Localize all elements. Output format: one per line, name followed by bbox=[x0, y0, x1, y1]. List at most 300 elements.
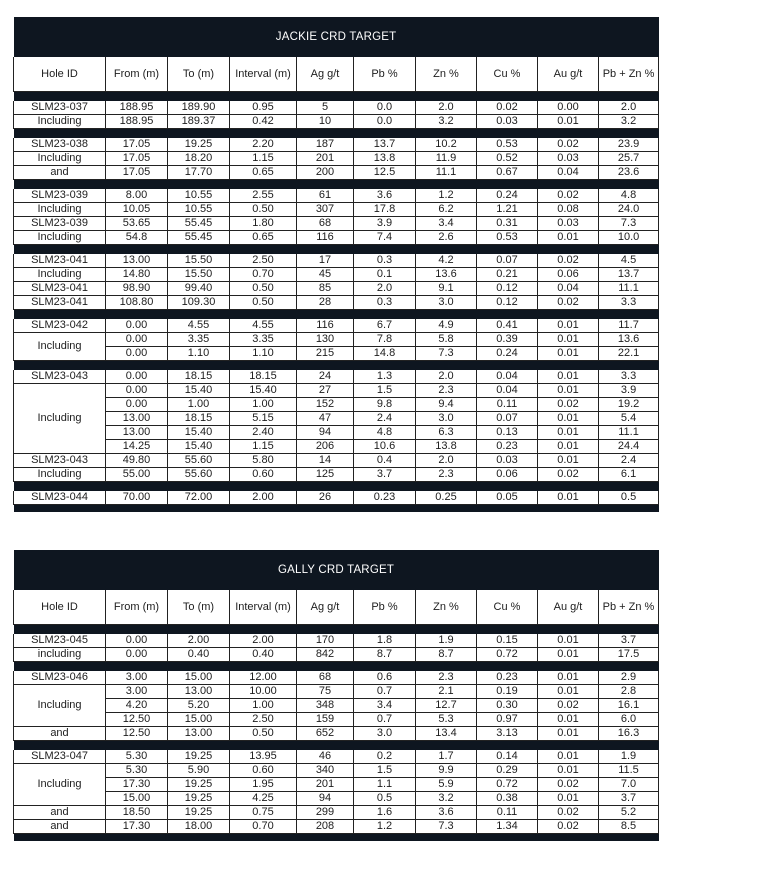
cell-pb-zn: 6.0 bbox=[599, 713, 659, 727]
cell-au: 0.01 bbox=[538, 648, 599, 662]
jackie-table bbox=[13, 17, 659, 512]
cell-from: 10.05 bbox=[106, 203, 168, 217]
cell-au: 0.02 bbox=[538, 398, 599, 412]
gally-table bbox=[13, 550, 659, 841]
group-separator bbox=[14, 129, 659, 139]
table-row bbox=[14, 166, 659, 180]
cell-hole-id: Including bbox=[14, 203, 106, 217]
cell-ag: 24 bbox=[297, 370, 354, 384]
cell-ag: 130 bbox=[297, 333, 354, 347]
table-row bbox=[14, 634, 659, 648]
col-cu: Cu % bbox=[477, 57, 538, 92]
cell-to: 15.50 bbox=[168, 268, 230, 282]
cell-pb: 1.6 bbox=[354, 806, 416, 820]
cell-au: 0.01 bbox=[538, 750, 599, 764]
cell-hole-id: and bbox=[14, 727, 106, 741]
cell-hole-id: SLM23-037 bbox=[14, 101, 106, 115]
cell-from: 5.30 bbox=[106, 750, 168, 764]
cell-from: 70.00 bbox=[106, 491, 168, 505]
cell-cu: 0.72 bbox=[477, 778, 538, 792]
cell-interval: 1.95 bbox=[230, 778, 297, 792]
cell-au: 0.01 bbox=[538, 792, 599, 806]
group-separator bbox=[14, 834, 659, 842]
cell-cu: 0.19 bbox=[477, 685, 538, 699]
cell-zn: 0.25 bbox=[416, 491, 477, 505]
table-row bbox=[14, 764, 659, 778]
cell-to: 15.40 bbox=[168, 384, 230, 398]
table-row bbox=[14, 296, 659, 310]
cell-hole-id: Including bbox=[14, 384, 106, 454]
cell-au: 0.01 bbox=[538, 727, 599, 741]
cell-au: 0.06 bbox=[538, 268, 599, 282]
cell-pb: 10.6 bbox=[354, 440, 416, 454]
cell-pb: 13.7 bbox=[354, 138, 416, 152]
cell-au: 0.03 bbox=[538, 152, 599, 166]
cell-au: 0.03 bbox=[538, 217, 599, 231]
cell-pb-zn: 22.1 bbox=[599, 347, 659, 361]
cell-pb: 4.8 bbox=[354, 426, 416, 440]
table-row bbox=[14, 727, 659, 741]
cell-from: 108.80 bbox=[106, 296, 168, 310]
cell-au: 0.01 bbox=[538, 231, 599, 245]
table-row bbox=[14, 370, 659, 384]
cell-to: 189.37 bbox=[168, 115, 230, 129]
cell-zn: 6.2 bbox=[416, 203, 477, 217]
cell-from: 49.80 bbox=[106, 454, 168, 468]
col-pbzn: Pb + Zn % bbox=[599, 57, 659, 92]
table-row bbox=[14, 778, 659, 792]
cell-pb-zn: 4.5 bbox=[599, 254, 659, 268]
table-row bbox=[14, 384, 659, 398]
cell-hole-id: SLM23-043 bbox=[14, 454, 106, 468]
cell-ag: 116 bbox=[297, 319, 354, 333]
cell-zn: 7.3 bbox=[416, 347, 477, 361]
group-separator bbox=[14, 361, 659, 371]
cell-interval: 3.35 bbox=[230, 333, 297, 347]
cell-cu: 0.03 bbox=[477, 454, 538, 468]
cell-zn: 2.0 bbox=[416, 370, 477, 384]
table-row bbox=[14, 282, 659, 296]
cell-zn: 11.1 bbox=[416, 166, 477, 180]
group-separator bbox=[14, 180, 659, 190]
separator-bar bbox=[14, 129, 659, 139]
table-row bbox=[14, 268, 659, 282]
cell-pb: 1.5 bbox=[354, 764, 416, 778]
cell-interval: 2.00 bbox=[230, 634, 297, 648]
cell-pb-zn: 11.1 bbox=[599, 282, 659, 296]
cell-from: 12.50 bbox=[106, 727, 168, 741]
cell-au: 0.08 bbox=[538, 203, 599, 217]
cell-interval: 18.15 bbox=[230, 370, 297, 384]
table-row bbox=[14, 189, 659, 203]
cell-cu: 0.53 bbox=[477, 138, 538, 152]
cell-pb: 0.7 bbox=[354, 713, 416, 727]
cell-pb-zn: 24.0 bbox=[599, 203, 659, 217]
cell-cu: 0.07 bbox=[477, 254, 538, 268]
cell-pb-zn: 3.9 bbox=[599, 384, 659, 398]
cell-hole-id: SLM23-041 bbox=[14, 254, 106, 268]
cell-cu: 0.53 bbox=[477, 231, 538, 245]
cell-interval: 0.95 bbox=[230, 101, 297, 115]
cell-to: 19.25 bbox=[168, 750, 230, 764]
cell-au: 0.01 bbox=[538, 764, 599, 778]
cell-hole-id: Including bbox=[14, 231, 106, 245]
cell-from: 0.00 bbox=[106, 319, 168, 333]
table-row bbox=[14, 333, 659, 347]
cell-zn: 2.3 bbox=[416, 671, 477, 685]
table-row bbox=[14, 347, 659, 361]
cell-from: 18.50 bbox=[106, 806, 168, 820]
cell-cu: 0.72 bbox=[477, 648, 538, 662]
cell-cu: 0.11 bbox=[477, 398, 538, 412]
cell-pb: 1.8 bbox=[354, 634, 416, 648]
cell-to: 13.00 bbox=[168, 727, 230, 741]
separator-bar bbox=[14, 625, 659, 635]
cell-ag: 17 bbox=[297, 254, 354, 268]
cell-hole-id: SLM23-041 bbox=[14, 282, 106, 296]
cell-ag: 206 bbox=[297, 440, 354, 454]
cell-pb-zn: 3.3 bbox=[599, 296, 659, 310]
cell-pb: 0.7 bbox=[354, 685, 416, 699]
cell-ag: 299 bbox=[297, 806, 354, 820]
table-row bbox=[14, 713, 659, 727]
cell-hole-id: SLM23-039 bbox=[14, 217, 106, 231]
cell-cu: 0.15 bbox=[477, 634, 538, 648]
cell-ag: 45 bbox=[297, 268, 354, 282]
cell-zn: 2.3 bbox=[416, 468, 477, 482]
cell-pb: 1.1 bbox=[354, 778, 416, 792]
cell-pb: 3.9 bbox=[354, 217, 416, 231]
cell-interval: 0.50 bbox=[230, 282, 297, 296]
table-row bbox=[14, 231, 659, 245]
cell-from: 13.00 bbox=[106, 254, 168, 268]
table-row bbox=[14, 750, 659, 764]
cell-hole-id: and bbox=[14, 820, 106, 834]
cell-interval: 2.55 bbox=[230, 189, 297, 203]
cell-pb-zn: 11.1 bbox=[599, 426, 659, 440]
cell-hole-id: Including bbox=[14, 268, 106, 282]
table-row bbox=[14, 820, 659, 834]
cell-zn: 2.6 bbox=[416, 231, 477, 245]
group-separator bbox=[14, 92, 659, 102]
cell-pb-zn: 13.7 bbox=[599, 268, 659, 282]
col-pb: Pb % bbox=[354, 590, 416, 625]
cell-au: 0.01 bbox=[538, 347, 599, 361]
cell-pb: 1.3 bbox=[354, 370, 416, 384]
cell-to: 19.25 bbox=[168, 806, 230, 820]
cell-cu: 0.11 bbox=[477, 806, 538, 820]
cell-from: 12.50 bbox=[106, 713, 168, 727]
cell-pb-zn: 8.5 bbox=[599, 820, 659, 834]
cell-ag: 94 bbox=[297, 792, 354, 806]
cell-interval: 13.95 bbox=[230, 750, 297, 764]
cell-ag: 47 bbox=[297, 412, 354, 426]
cell-ag: 68 bbox=[297, 217, 354, 231]
group-separator bbox=[14, 625, 659, 635]
table-row bbox=[14, 491, 659, 505]
cell-ag: 28 bbox=[297, 296, 354, 310]
cell-pb-zn: 16.1 bbox=[599, 699, 659, 713]
cell-ag: 307 bbox=[297, 203, 354, 217]
cell-cu: 0.12 bbox=[477, 296, 538, 310]
cell-ag: 201 bbox=[297, 152, 354, 166]
cell-to: 0.40 bbox=[168, 648, 230, 662]
cell-zn: 1.2 bbox=[416, 189, 477, 203]
cell-to: 18.20 bbox=[168, 152, 230, 166]
cell-hole-id: Including bbox=[14, 333, 106, 361]
cell-interval: 1.15 bbox=[230, 440, 297, 454]
cell-pb-zn: 25.7 bbox=[599, 152, 659, 166]
col-to: To (m) bbox=[168, 590, 230, 625]
cell-au: 0.02 bbox=[538, 189, 599, 203]
cell-ag: 159 bbox=[297, 713, 354, 727]
cell-cu: 3.13 bbox=[477, 727, 538, 741]
cell-ag: 152 bbox=[297, 398, 354, 412]
cell-pb: 1.5 bbox=[354, 384, 416, 398]
separator-bar bbox=[14, 92, 659, 102]
cell-from: 14.80 bbox=[106, 268, 168, 282]
cell-to: 19.25 bbox=[168, 792, 230, 806]
cell-cu: 0.21 bbox=[477, 268, 538, 282]
cell-au: 0.02 bbox=[538, 296, 599, 310]
cell-au: 0.01 bbox=[538, 384, 599, 398]
cell-to: 99.40 bbox=[168, 282, 230, 296]
cell-cu: 0.41 bbox=[477, 319, 538, 333]
cell-pb: 3.6 bbox=[354, 189, 416, 203]
cell-interval: 1.80 bbox=[230, 217, 297, 231]
cell-interval: 2.40 bbox=[230, 426, 297, 440]
cell-cu: 0.30 bbox=[477, 699, 538, 713]
cell-ag: 75 bbox=[297, 685, 354, 699]
cell-interval: 2.20 bbox=[230, 138, 297, 152]
col-au: Au g/t bbox=[538, 57, 599, 92]
cell-from: 8.00 bbox=[106, 189, 168, 203]
table-row bbox=[14, 648, 659, 662]
cell-pb: 0.0 bbox=[354, 115, 416, 129]
cell-cu: 0.31 bbox=[477, 217, 538, 231]
col-ag: Ag g/t bbox=[297, 57, 354, 92]
cell-au: 0.02 bbox=[538, 254, 599, 268]
cell-cu: 0.52 bbox=[477, 152, 538, 166]
cell-from: 55.00 bbox=[106, 468, 168, 482]
cell-to: 15.40 bbox=[168, 440, 230, 454]
cell-interval: 10.00 bbox=[230, 685, 297, 699]
cell-zn: 10.2 bbox=[416, 138, 477, 152]
table-row bbox=[14, 454, 659, 468]
cell-pb-zn: 4.8 bbox=[599, 189, 659, 203]
cell-pb-zn: 17.5 bbox=[599, 648, 659, 662]
separator-bar bbox=[14, 310, 659, 320]
cell-ag: 5 bbox=[297, 101, 354, 115]
cell-pb: 0.5 bbox=[354, 792, 416, 806]
cell-to: 17.70 bbox=[168, 166, 230, 180]
cell-to: 10.55 bbox=[168, 203, 230, 217]
cell-from: 0.00 bbox=[106, 398, 168, 412]
cell-zn: 3.0 bbox=[416, 412, 477, 426]
cell-interval: 1.10 bbox=[230, 347, 297, 361]
cell-cu: 0.05 bbox=[477, 491, 538, 505]
cell-pb-zn: 3.7 bbox=[599, 792, 659, 806]
cell-au: 0.01 bbox=[538, 685, 599, 699]
cell-ag: 125 bbox=[297, 468, 354, 482]
cell-pb-zn: 24.4 bbox=[599, 440, 659, 454]
cell-interval: 1.00 bbox=[230, 699, 297, 713]
cell-au: 0.00 bbox=[538, 101, 599, 115]
cell-interval: 5.80 bbox=[230, 454, 297, 468]
cell-pb: 0.0 bbox=[354, 101, 416, 115]
cell-ag: 85 bbox=[297, 282, 354, 296]
col-ag: Ag g/t bbox=[297, 590, 354, 625]
cell-pb-zn: 11.7 bbox=[599, 319, 659, 333]
table-row bbox=[14, 101, 659, 115]
cell-to: 10.55 bbox=[168, 189, 230, 203]
cell-cu: 0.24 bbox=[477, 189, 538, 203]
cell-interval: 1.15 bbox=[230, 152, 297, 166]
cell-zn: 11.9 bbox=[416, 152, 477, 166]
cell-au: 0.01 bbox=[538, 491, 599, 505]
cell-au: 0.02 bbox=[538, 138, 599, 152]
cell-zn: 7.3 bbox=[416, 820, 477, 834]
cell-interval: 0.60 bbox=[230, 468, 297, 482]
table-title: JACKIE CRD TARGET bbox=[14, 17, 659, 57]
cell-from: 54.8 bbox=[106, 231, 168, 245]
cell-pb: 0.2 bbox=[354, 750, 416, 764]
table-row bbox=[14, 319, 659, 333]
cell-hole-id: SLM23-044 bbox=[14, 491, 106, 505]
cell-pb: 3.0 bbox=[354, 727, 416, 741]
cell-pb: 0.23 bbox=[354, 491, 416, 505]
cell-cu: 0.38 bbox=[477, 792, 538, 806]
cell-ag: 14 bbox=[297, 454, 354, 468]
cell-pb-zn: 19.2 bbox=[599, 398, 659, 412]
cell-ag: 201 bbox=[297, 778, 354, 792]
col-to: To (m) bbox=[168, 57, 230, 92]
cell-pb-zn: 7.3 bbox=[599, 217, 659, 231]
cell-ag: 94 bbox=[297, 426, 354, 440]
cell-au: 0.02 bbox=[538, 468, 599, 482]
cell-cu: 1.34 bbox=[477, 820, 538, 834]
cell-pb: 9.8 bbox=[354, 398, 416, 412]
cell-pb: 3.7 bbox=[354, 468, 416, 482]
cell-to: 18.15 bbox=[168, 412, 230, 426]
cell-pb: 12.5 bbox=[354, 166, 416, 180]
cell-pb: 0.6 bbox=[354, 671, 416, 685]
cell-cu: 0.97 bbox=[477, 713, 538, 727]
cell-interval: 2.00 bbox=[230, 491, 297, 505]
cell-ag: 10 bbox=[297, 115, 354, 129]
cell-zn: 3.2 bbox=[416, 792, 477, 806]
separator-bar bbox=[14, 505, 659, 513]
cell-zn: 1.9 bbox=[416, 634, 477, 648]
cell-ag: 61 bbox=[297, 189, 354, 203]
table-row bbox=[14, 685, 659, 699]
cell-au: 0.04 bbox=[538, 282, 599, 296]
cell-pb-zn: 13.6 bbox=[599, 333, 659, 347]
group-separator bbox=[14, 505, 659, 513]
cell-interval: 2.50 bbox=[230, 254, 297, 268]
cell-ag: 68 bbox=[297, 671, 354, 685]
cell-au: 0.01 bbox=[538, 671, 599, 685]
cell-to: 15.50 bbox=[168, 254, 230, 268]
cell-to: 55.45 bbox=[168, 217, 230, 231]
cell-from: 3.00 bbox=[106, 671, 168, 685]
cell-from: 188.95 bbox=[106, 101, 168, 115]
cell-zn: 9.9 bbox=[416, 764, 477, 778]
table-row bbox=[14, 254, 659, 268]
cell-interval: 0.40 bbox=[230, 648, 297, 662]
cell-interval: 4.25 bbox=[230, 792, 297, 806]
cell-from: 17.30 bbox=[106, 778, 168, 792]
cell-pb: 13.8 bbox=[354, 152, 416, 166]
table-row bbox=[14, 115, 659, 129]
col-pbzn: Pb + Zn % bbox=[599, 590, 659, 625]
cell-au: 0.02 bbox=[538, 806, 599, 820]
cell-hole-id: Including bbox=[14, 152, 106, 166]
cell-pb-zn: 0.5 bbox=[599, 491, 659, 505]
cell-interval: 0.42 bbox=[230, 115, 297, 129]
cell-hole-id: SLM23-042 bbox=[14, 319, 106, 333]
cell-pb-zn: 5.4 bbox=[599, 412, 659, 426]
cell-zn: 13.6 bbox=[416, 268, 477, 282]
col-zn: Zn % bbox=[416, 57, 477, 92]
table-title: GALLY CRD TARGET bbox=[14, 550, 659, 590]
cell-from: 3.00 bbox=[106, 685, 168, 699]
cell-hole-id: SLM23-045 bbox=[14, 634, 106, 648]
cell-to: 1.10 bbox=[168, 347, 230, 361]
cell-pb-zn: 23.6 bbox=[599, 166, 659, 180]
cell-pb-zn: 11.5 bbox=[599, 764, 659, 778]
cell-from: 53.65 bbox=[106, 217, 168, 231]
cell-to: 19.25 bbox=[168, 138, 230, 152]
table-row bbox=[14, 792, 659, 806]
cell-hole-id: SLM23-041 bbox=[14, 296, 106, 310]
cell-from: 17.05 bbox=[106, 166, 168, 180]
cell-ag: 170 bbox=[297, 634, 354, 648]
cell-cu: 0.12 bbox=[477, 282, 538, 296]
cell-pb: 7.8 bbox=[354, 333, 416, 347]
col-from: From (m) bbox=[106, 57, 168, 92]
cell-pb: 3.4 bbox=[354, 699, 416, 713]
cell-pb: 7.4 bbox=[354, 231, 416, 245]
cell-to: 109.30 bbox=[168, 296, 230, 310]
cell-cu: 0.06 bbox=[477, 468, 538, 482]
cell-pb-zn: 16.3 bbox=[599, 727, 659, 741]
cell-zn: 2.0 bbox=[416, 101, 477, 115]
cell-ag: 116 bbox=[297, 231, 354, 245]
cell-hole-id: Including bbox=[14, 115, 106, 129]
cell-zn: 1.7 bbox=[416, 750, 477, 764]
cell-from: 13.00 bbox=[106, 412, 168, 426]
cell-cu: 0.23 bbox=[477, 671, 538, 685]
cell-ag: 842 bbox=[297, 648, 354, 662]
cell-hole-id: SLM23-046 bbox=[14, 671, 106, 685]
col-hole-id: Hole ID bbox=[14, 590, 106, 625]
cell-zn: 13.4 bbox=[416, 727, 477, 741]
cell-to: 5.90 bbox=[168, 764, 230, 778]
separator-bar bbox=[14, 834, 659, 842]
cell-au: 0.01 bbox=[538, 115, 599, 129]
cell-hole-id: SLM23-043 bbox=[14, 370, 106, 384]
cell-cu: 0.07 bbox=[477, 412, 538, 426]
cell-pb-zn: 6.1 bbox=[599, 468, 659, 482]
table-row bbox=[14, 671, 659, 685]
cell-pb: 0.3 bbox=[354, 254, 416, 268]
cell-pb-zn: 1.9 bbox=[599, 750, 659, 764]
cell-to: 55.60 bbox=[168, 468, 230, 482]
cell-to: 15.00 bbox=[168, 671, 230, 685]
cell-ag: 340 bbox=[297, 764, 354, 778]
cell-cu: 0.23 bbox=[477, 440, 538, 454]
